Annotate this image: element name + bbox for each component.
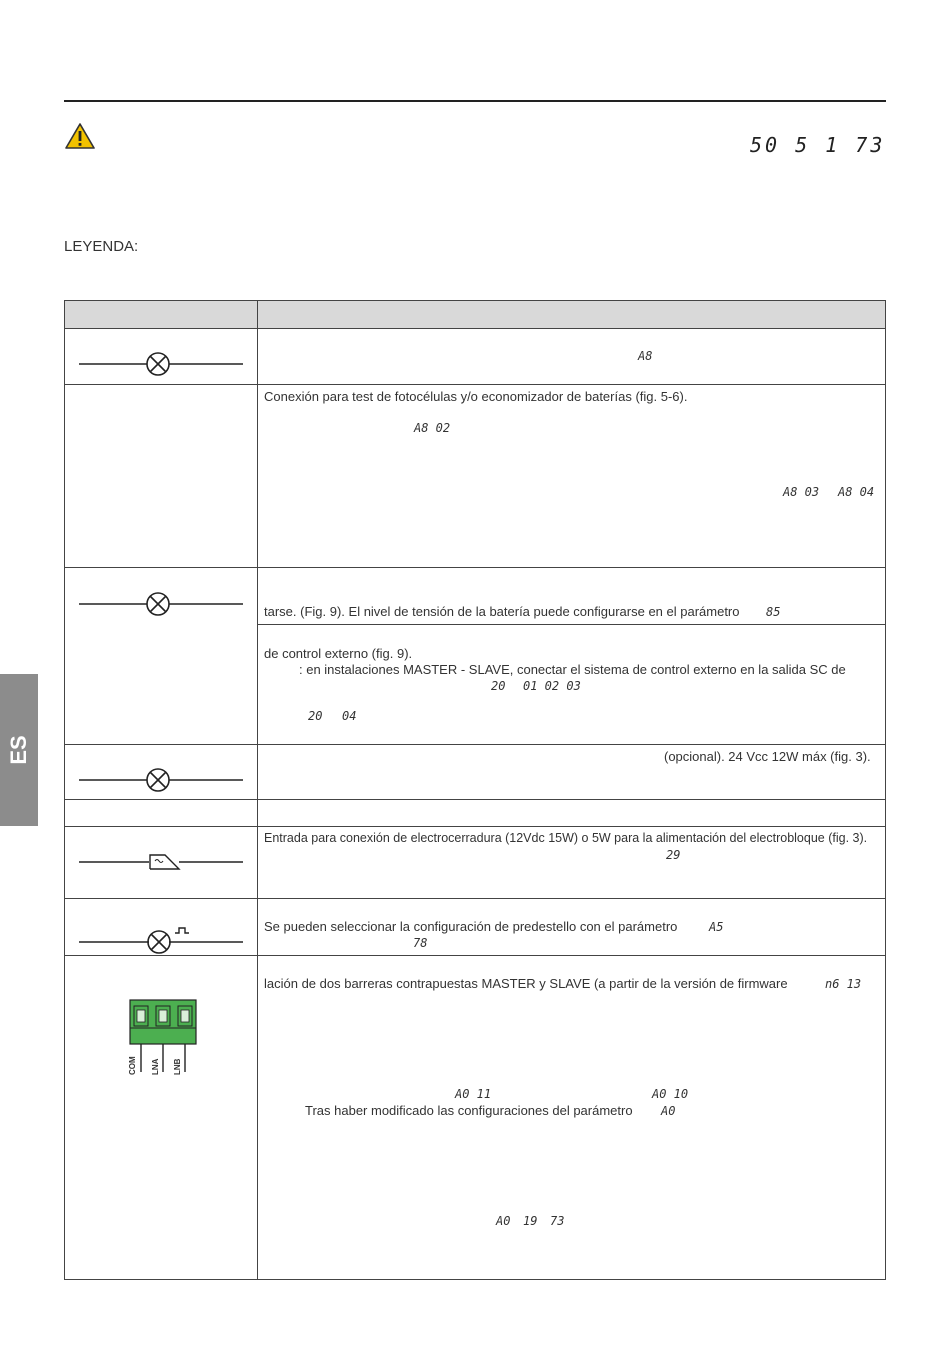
description-text: lación de dos barreras contrapuestas MASTER y SLAVE (a partir de la versión de firmware [264, 976, 788, 991]
param-code: n6 13 [825, 977, 862, 991]
param-code: A0 [496, 1214, 511, 1228]
param-code: A8 [638, 349, 653, 363]
header-cell-2 [258, 301, 886, 329]
param-code: 19 [523, 1214, 538, 1228]
param-code: A0 [661, 1104, 676, 1118]
description-cell [258, 827, 886, 899]
header-cell-1 [65, 301, 258, 329]
terminal-block-icon [127, 998, 197, 1078]
param-code: A5 [709, 920, 724, 934]
description-text: Entrada para conexión de electrocerradura (12Vdc 15W) o 5W para la alimentación del electrobloque (fig. 3). [264, 831, 868, 845]
symbol-cell [65, 956, 258, 1280]
description-text: tarse. (Fig. 9). El nivel de tensión de la batería puede configurarse en el parámetro [264, 604, 740, 619]
lamp-symbol-icon [79, 767, 245, 793]
table-row [65, 827, 886, 899]
symbol-cell [65, 899, 258, 956]
param-code: A0 10 [652, 1087, 689, 1101]
param-code: A8 02 [414, 421, 451, 435]
table-row [65, 329, 886, 385]
param-code: A0 11 [455, 1087, 492, 1101]
table-row [65, 956, 886, 1280]
symbol-cell [65, 827, 258, 899]
language-tab [0, 674, 38, 826]
description-cell [258, 329, 886, 385]
description-cell [258, 899, 886, 956]
warning-icon [64, 122, 96, 150]
param-code: 01 02 03 [523, 679, 581, 693]
table-row [65, 800, 886, 827]
description-text: Conexión para test de fotocélulas y/o economizador de baterías (fig. 5-6). [264, 389, 688, 404]
language-tab-label: ES [6, 735, 31, 765]
symbol-cell [65, 385, 258, 568]
param-code: 29 [666, 848, 681, 862]
symbol-cell [65, 745, 258, 800]
description-text: de control externo (fig. 9). [264, 646, 413, 661]
param-code: 73 [550, 1214, 565, 1228]
description-text: (opcional). 24 Vcc 12W máx (fig. 3). [664, 749, 871, 764]
description-cell [258, 568, 886, 745]
symbol-cell [65, 329, 258, 385]
param-code: 85 [766, 605, 781, 619]
sub-row-divider [258, 624, 885, 625]
description-cell [258, 385, 886, 568]
electrolock-symbol-icon [79, 849, 245, 875]
table-row [65, 568, 886, 745]
description-text: : en instalaciones MASTER - SLAVE, conectar el sistema de control externo en la salida SC de [299, 662, 846, 677]
terminal-label-lnb: LNB [173, 1058, 182, 1075]
param-code: A8 04 [838, 485, 875, 499]
lamp-symbol-icon [79, 591, 245, 617]
terminal-label-com: COM [128, 1056, 137, 1075]
param-code: 20 [491, 679, 506, 693]
param-code: 04 [342, 709, 357, 723]
description-cell [258, 800, 886, 827]
symbol-cell [65, 800, 258, 827]
param-code: 20 [308, 709, 323, 723]
firmware-code: 50 5 1 73 [750, 133, 886, 157]
terminal-table [64, 300, 886, 1280]
param-code: 78 [413, 936, 428, 950]
table-header-row [65, 301, 886, 329]
terminal-label-lna: LNA [151, 1058, 160, 1075]
lamp-symbol-icon [79, 351, 245, 377]
table-row [65, 745, 886, 800]
table-row [65, 899, 886, 956]
description-cell [258, 956, 886, 1280]
legend-label: LEYENDA: [64, 238, 139, 255]
description-cell [258, 745, 886, 800]
symbol-cell [65, 568, 258, 745]
description-text: Tras haber modificado las configuraciones del parámetro [305, 1103, 633, 1118]
flashing-lamp-symbol-icon [79, 925, 245, 955]
table-row [65, 385, 886, 568]
description-text: Se pueden seleccionar la configuración de predestello con el parámetro [264, 919, 678, 934]
param-code: A8 03 [783, 485, 820, 499]
top-rule [64, 100, 886, 102]
